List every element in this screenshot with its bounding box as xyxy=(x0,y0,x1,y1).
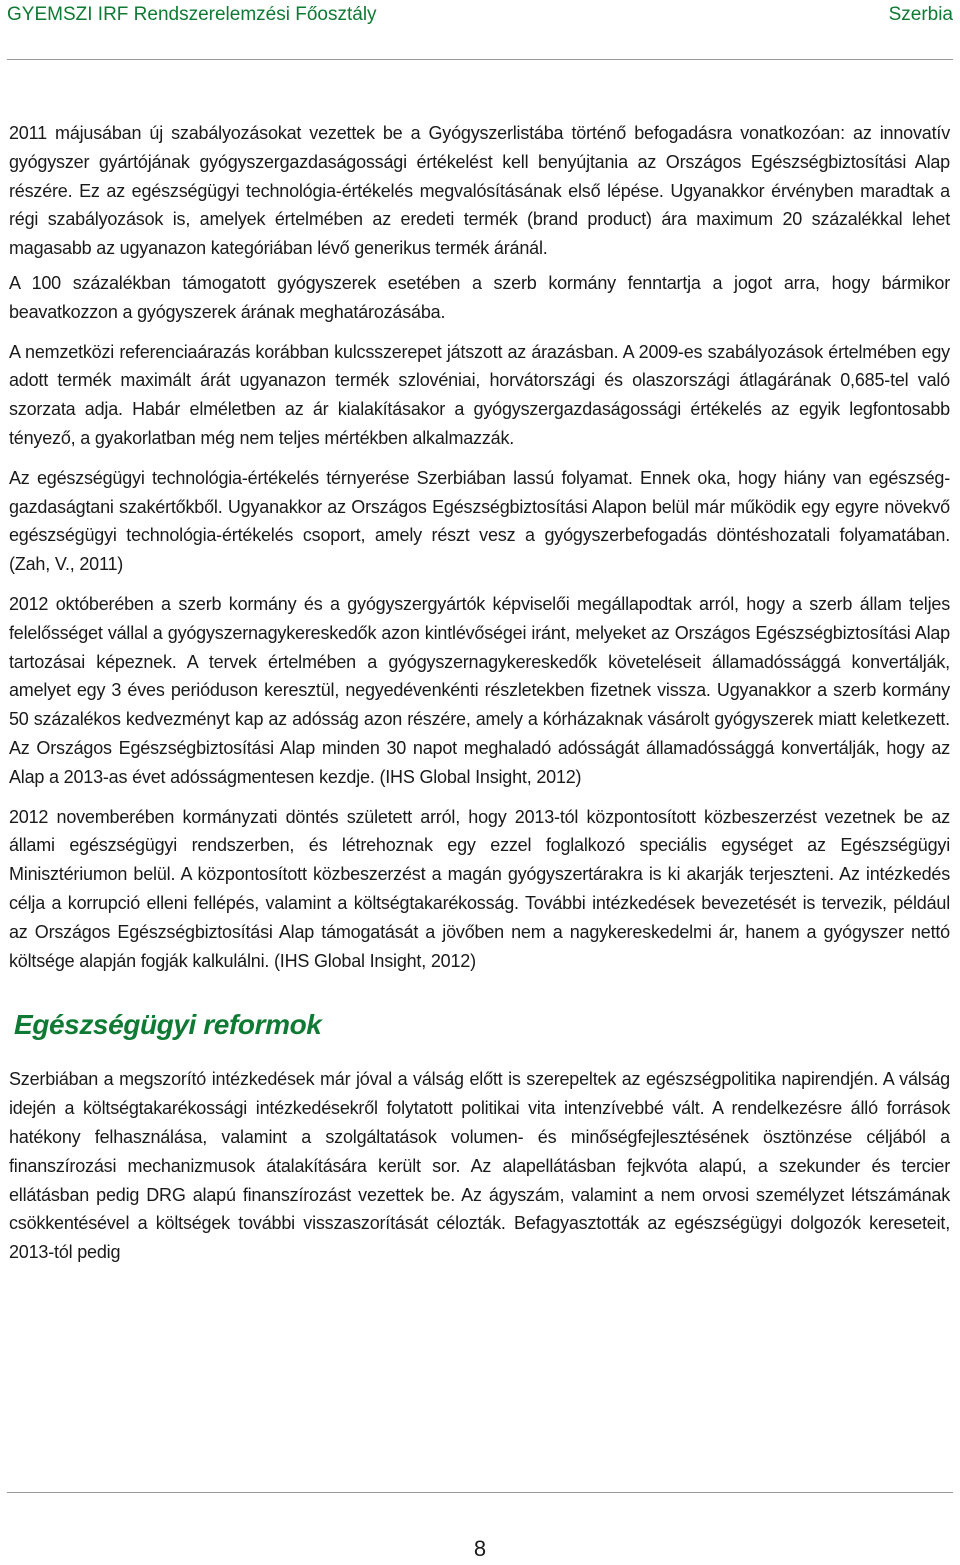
page-number: 8 xyxy=(473,1536,487,1561)
footer-divider xyxy=(7,1492,953,1493)
paragraph: 2012 októberében a szerb kormány és a gyógyszergyártók képviselői megállapodtak arról, hogy a szerb állam teljes felelősséget vállal a gyógyszernagykereskedők azon kintlévőségei iránt, melyeket az Országos Egészségbiztosítási Alap tartozásai képeznek. A tervek értelmében a gyógyszernagykereskedők követeléseit államadóssággá konvertálják, amelyet egy 3 éves perióduson keresztül, negyedévenkénti részletekben fizetnek vissza. Ugyanakkor a szerb kormány 50 százalékos kedvezményt kap az adósság azon részére, amely a kórházaknak vásárolt gyógyszerek miatt keletkezett. Az Országos Egészségbiztosítási Alap minden 30 napot meghaladó adósságát államadóssággá konvertálják, hogy az Alap a 2013-as évet adósságmentesen kezdje. (IHS Global Insight, 2012) xyxy=(9,593,950,787)
paragraph: A nemzetközi referenciaárazás korábban kulcsszerepet játszott az árazásban. A 2009-es szabályozások értelmében egy adott termék maximált árát ugyanazon termék szlovéniai, horvátországi és olaszországi átlagárának 0,685-tel való szorzata adja. Habár elméletben az ár kialakításakor a gyógyszergazdaságossági értékelés az egyik legfontosabb tényező, a gyakorlatban még nem teljes mértékben alkalmazzák. xyxy=(9,341,950,448)
paragraph: 2012 novemberében kormányzati döntés született arról, hogy 2013-tól központosított közbeszerzést vezetnek be az állami egészségügyi rendszerben, és létrehoznak egy ezzel foglalkozó speciális egységet az Egészségügyi Minisztériumon belül. A központosított közbeszerzést a magán gyógyszertárakra is ki akarják terjeszteni. Az intézkedés célja a korrupció elleni fellépés, valamint a költségtakarékosság. További intézkedések bevezetését is tervezik, például az Országos Egészségbiztosítási Alap támogatását a jövőben nem a nagykereskedelmi ár, hanem a gyógyszer nettó költsége alapján fogják kalkulálni. (IHS Global Insight, 2012) xyxy=(9,806,950,971)
header-document-title: GYEMSZI IRF Rendszerelemzési Főosztály xyxy=(7,4,377,25)
header-divider xyxy=(7,59,953,60)
paragraph: Szerbiában a megszorító intézkedések már jóval a válság előtt is szerepeltek az egészségpolitika napirendjén. A válság idején a költségtakarékossági intézkedésekről folytatott politikai vita intenzívebbé vált. A rendelkezésre álló források hatékony felhasználása, valamint a szolgáltatások volumen- és minőségfejlesztésének ösztönzése céljából a finanszírozási mechanizmusok átalakítására került sor. Az alapellátásban fejkvóta alapú, a szekunder és tercier ellátásban pedig DRG alapú finanszírozást vezettek be. Az ágyszám, valamint a nem orvosi személyzet létszámának csökkentésével a költségek további visszaszorítását célozták. Befagyasztották az egészségügyi dolgozók kereseteit, 2013-tól pedig xyxy=(9,1069,950,1263)
paragraph: Az egészségügyi technológia-értékelés térnyerése Szerbiában lassú folyamat. Ennek oka, hogy hiány van egészség-gazdaságtani szakértőkből. Ugyanakkor az Országos Egészségbiztosítási Alapon belül már működik egy egyre növekvő egészségügyi technológia-értékelés csoport, amely részt vesz a gyógyszerbefogadás döntéshozatali folyamatában. (Zah, V., 2011) xyxy=(9,467,950,575)
paragraph: 2011 májusában új szabályozásokat vezettek be a Gyógyszerlistába történő befogadásra vonatkozóan: az innovatív gyógyszer gyártójának gyógyszergazdaságossági értékelést kell benyújtania az Országos Egészségbiztosítási Alap részére. Ez az egészségügyi technológia-értékelés megvalósításának első lépése. Ugyanakkor érvényben maradtak a régi szabályozások is, amelyek értelmében az eredeti termék (brand product) ára maximum 20 százalékkal lehet magasabb az ugyanazon kategóriában lévő generikus termék áránál. xyxy=(9,123,950,259)
header-country: Szerbia xyxy=(888,4,953,25)
document-body xyxy=(9,119,950,1278)
page-header xyxy=(7,0,953,30)
paragraph: A 100 százalékban támogatott gyógyszerek esetében a szerb kormány fenntartja a jogot arra, hogy bármikor beavatkozzon a gyógyszerek árának meghatározásába. xyxy=(9,272,950,322)
section-heading: Egészségügyi reformok xyxy=(14,1009,322,1041)
